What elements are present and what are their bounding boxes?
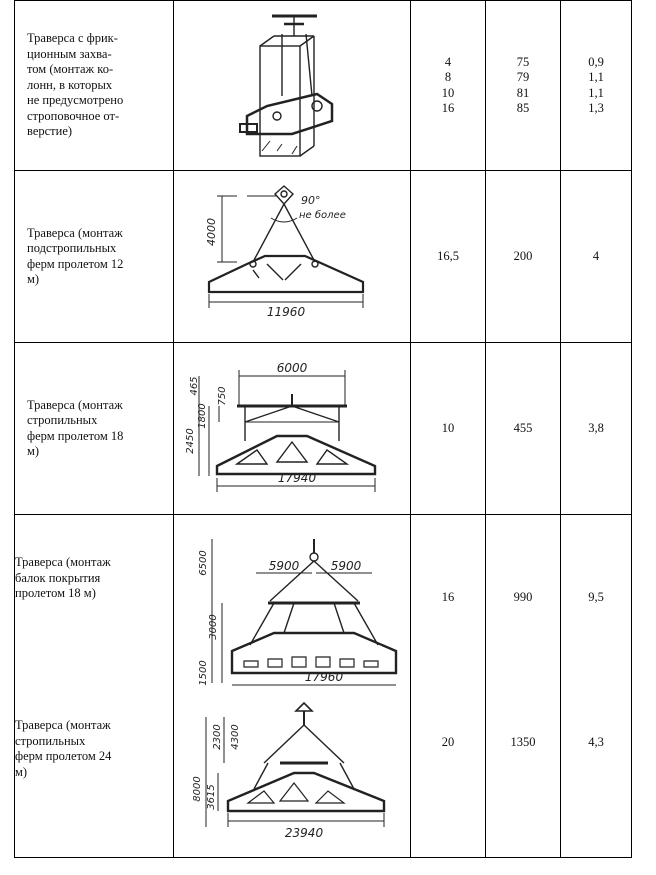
row-2-name [15, 171, 174, 343]
name-line: не предусмотрено [27, 93, 124, 108]
name-line: м) [15, 764, 28, 779]
value: 16 [441, 590, 455, 604]
name-line: Траверса (монтаж [27, 225, 123, 240]
name-line: ферм пролетом 24 [15, 749, 112, 763]
row-1-col3 [561, 1, 632, 171]
dim-angle: 90° [301, 194, 321, 207]
value: 9,5 [588, 590, 604, 604]
name-line: том (монтаж ко- [27, 62, 114, 77]
name-line: ферм пролетом 12 [27, 256, 124, 271]
name-line: подстропильных [27, 241, 117, 255]
row-4-5-col1 [411, 515, 486, 858]
value: 4,3 [588, 735, 604, 749]
dim-v1: 465 [189, 376, 200, 396]
row-1-figure [174, 1, 411, 171]
dim-v2: 750 [217, 386, 228, 406]
table-row [15, 1, 632, 171]
row-2-col1 [411, 171, 486, 343]
value: 10 [441, 420, 455, 435]
value: 16 [441, 101, 455, 115]
truss-18m-traverse-drawing [177, 346, 407, 506]
value: 85 [516, 101, 530, 115]
row-3-name [15, 343, 174, 515]
row-3-col3 [561, 343, 632, 515]
row-1-col1 [411, 1, 486, 171]
value: 16,5 [437, 248, 459, 263]
row-3-figure [174, 343, 411, 515]
dim-span: 11960 [266, 305, 306, 319]
name-line: пролетом 18 м) [15, 586, 96, 600]
subtruss-traverse-drawing [187, 174, 397, 334]
row-4-5-name [15, 515, 174, 858]
name-line: Траверса (монтаж [27, 397, 123, 412]
row-1-name [15, 1, 174, 171]
dim-height: 4000 [205, 218, 218, 246]
value: 1,3 [588, 101, 604, 115]
dim-top: 6000 [276, 361, 308, 375]
dim-span: 23940 [284, 826, 324, 840]
value: 0,9 [588, 54, 604, 69]
dim-angle-note: не более [299, 210, 346, 221]
value: 4 [592, 248, 600, 263]
value: 3,8 [588, 420, 604, 435]
dim-v3: 1500 [198, 660, 209, 686]
name-line: Траверса с фрик- [27, 31, 118, 46]
row-3-col2 [486, 343, 561, 515]
value: 200 [513, 248, 533, 263]
row-2-col3 [561, 171, 632, 343]
dim-span: 17940 [277, 471, 317, 485]
value: 1,1 [588, 85, 604, 100]
value: 1350 [510, 735, 536, 749]
dim-v1: 6500 [198, 550, 209, 576]
row-4-5-col3 [561, 515, 632, 858]
dim-v2: 4300 [230, 724, 241, 750]
name-line: м) [27, 272, 40, 286]
equipment-table [14, 0, 632, 858]
dim-left: 5900 [268, 559, 300, 573]
value: 20 [441, 735, 455, 749]
row-4-5-figure [174, 515, 411, 858]
table-row [15, 171, 632, 343]
table-row [15, 515, 632, 858]
name-line: лонн, в которых [27, 77, 113, 92]
truss-24m-traverse-drawing [184, 697, 404, 852]
row-2-figure [174, 171, 411, 343]
dim-v4: 2450 [185, 428, 196, 454]
name-line: Траверса (монтаж [15, 718, 111, 732]
dim-right: 5900 [330, 559, 362, 573]
value: 79 [516, 70, 530, 84]
name-line: ферм пролетом 18 [27, 428, 124, 443]
row-2-col2 [486, 171, 561, 343]
value: 81 [516, 85, 530, 100]
dim-v1: 2300 [212, 724, 223, 750]
value: 455 [513, 420, 533, 435]
name-line: стропильных [27, 413, 98, 427]
name-line: м) [27, 444, 40, 458]
dim-v3: 1800 [197, 403, 208, 429]
name-line: ционным захва- [27, 46, 112, 61]
value: 1,1 [588, 70, 604, 84]
name-line: верстие) [27, 124, 73, 139]
name-line: строповочное от- [27, 108, 120, 123]
name-line: Траверса (монтаж [15, 555, 111, 569]
value: 8 [444, 70, 452, 84]
row-4-5-col2 [486, 515, 561, 858]
value: 10 [441, 85, 455, 100]
value: 75 [516, 54, 530, 69]
name-line: стропильных [15, 733, 86, 748]
dim-v2: 3000 [208, 614, 219, 640]
value: 990 [513, 590, 533, 604]
dim-v4: 3615 [206, 784, 217, 810]
roof-beam-traverse-drawing [184, 533, 404, 693]
value: 4 [444, 54, 452, 69]
friction-grip-traverse-drawing [222, 6, 362, 161]
row-1-col2 [486, 1, 561, 171]
dim-v3: 8000 [192, 776, 203, 802]
dim-span: 17960 [304, 670, 344, 684]
row-3-col1 [411, 343, 486, 515]
table-row [15, 343, 632, 515]
name-line: балок покрытия [15, 570, 101, 585]
